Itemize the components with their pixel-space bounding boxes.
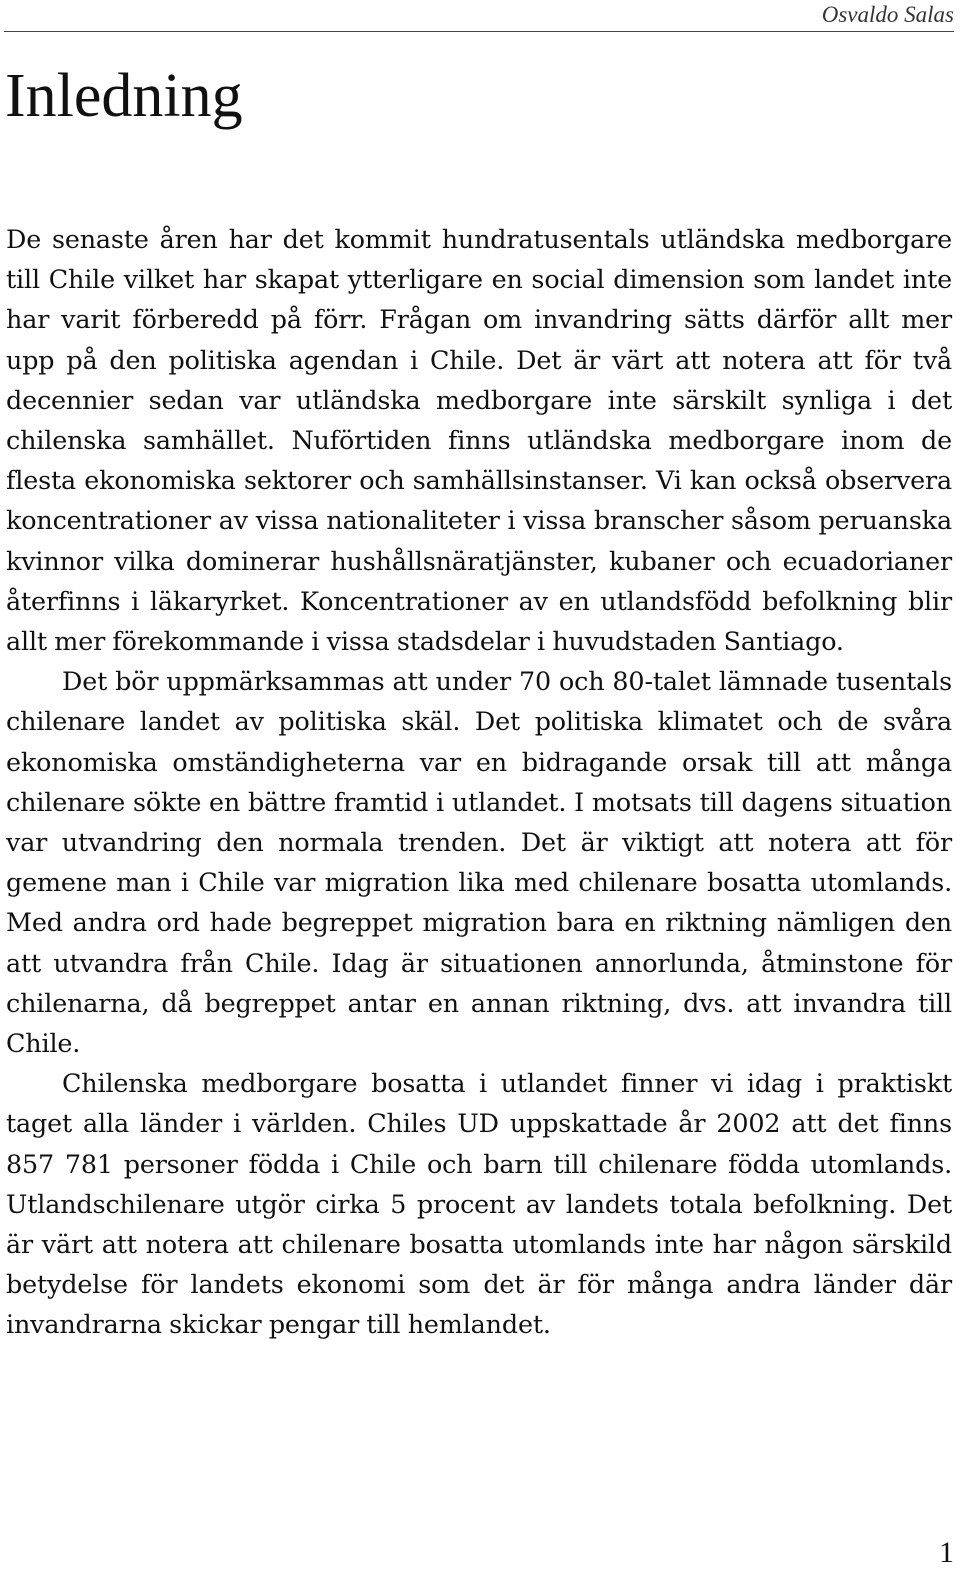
page-number: 1 [939, 1536, 954, 1569]
paragraph-2: Det bör uppmärksammas att under 70 och 80-talet lämnade tusentals chilenare landet av politiska skäl. Det politiska klimatet och de svåra ekonomiska omständigheterna var en bidragande orsak till att många chilenare sökte en bättre framtid i utlandet. I motsats till dagens situation var utvandring den normala trenden. Det är viktigt att notera att för gemene man i Chile var migration lika med chilenare bosatta utomlands. Med andra ord hade begreppet migration bara en riktning nämligen den att utvandra från Chile. Idag är situationen annorlunda, åtminstone för chilenarna, då begreppet antar en annan riktning, dvs. att invandra till Chile. [6, 666, 952, 1059]
body-text [6, 219, 952, 1345]
running-header [4, 0, 954, 32]
paragraph-1: De senaste åren har det kommit hundratusentals utländska medborgare till Chile vilket har skapat ytterligare en social dimension som landet inte har varit förberedd på förr. Frågan om invandring sätts därför allt mer upp på den politiska agendan i Chile. Det är värt att notera att för två decennier sedan var utländska medborgare inte särskilt synliga i det chilenska samhället. Nuförtiden finns utländska medborgare inom de flesta ekonomiska sektorer och samhällsinstanser. Vi kan också observera koncentrationer av vissa nationaliteter i vissa branscher såsom peruanska kvinnor vilka dominerar hushållsnäratjänster, kubaner och ecuadorianer återfinns i läkaryrket. Koncentrationer av en utlandsfödd befolkning blir allt mer förekommande i vissa stadsdelar i huvudstaden Santiago. [6, 224, 952, 657]
chapter-title: Inledning [5, 62, 243, 130]
running-header-author: Osvaldo Salas [821, 2, 954, 27]
paragraph-3: Chilenska medborgare bosatta i utlandet finner vi idag i praktiskt taget alla länder i världen. Chiles UD uppskattade år 2002 att det finns 857 781 personer födda i Chile och barn till chilenare födda utomlands. Utlandschilenare utgör cirka 5 procent av landets totala befolkning. Det är värt att notera att chilenare bosatta utomlands inte har någon särskild betydelse för landets ekonomi som det är för många andra länder där invandrarna skickar pengar till hemlandet. [6, 1068, 952, 1340]
